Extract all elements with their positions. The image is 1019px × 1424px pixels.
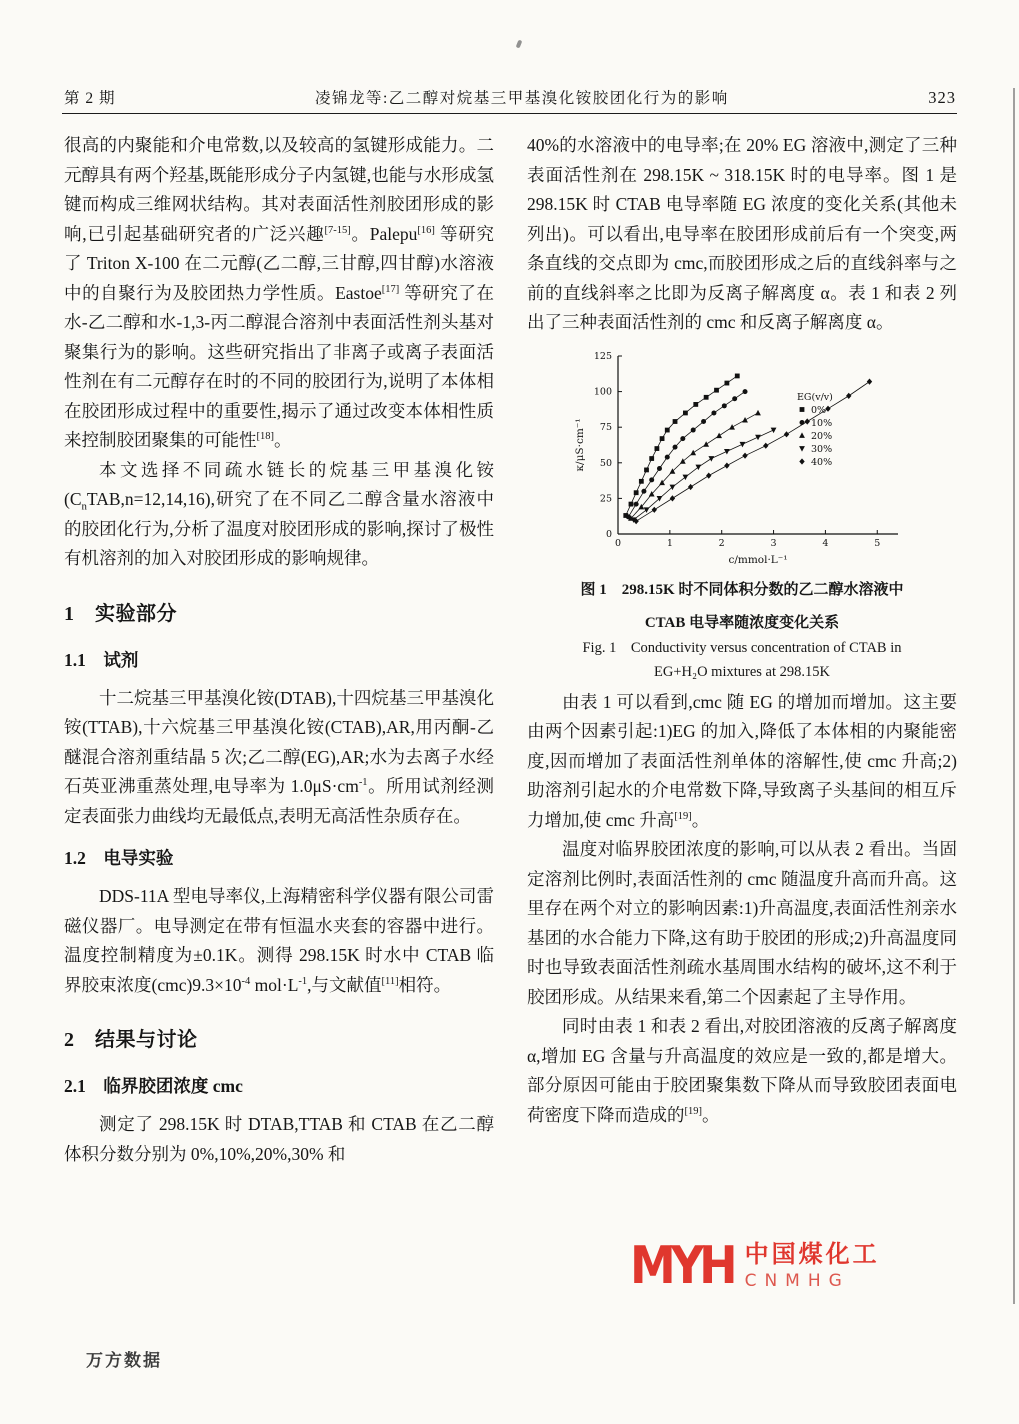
svg-text:4: 4	[822, 537, 829, 549]
cnmhg-watermark	[624, 1222, 928, 1308]
paragraph-discussion-alpha: 同时由表 1 和表 2 看出,对胶团溶液的反离子解离度 α,增加 EG 含量与升高温度的效应是一致的,都是增大。部分原因可能由于胶团聚集数下降从而导致胶团表面电荷密度下降而造成的[19]。	[527, 1016, 957, 1125]
paragraph-cmc-measure: 测定了 298.15K 时 DTAB,TTAB 和 CTAB 在乙二醇体积分数分别为 0%,10%,20%,30% 和	[64, 1114, 494, 1164]
page-header	[64, 86, 956, 108]
svg-text:5: 5	[874, 537, 881, 549]
scan-artifact	[516, 40, 523, 49]
figure-1	[562, 346, 922, 684]
paragraph-results-intro: 40%的水溶液中的电导率;在 20% EG 溶液中,测定了三种表面活性剂在 298.15K ~ 318.15K 时的电导率。图 1 是 298.15K 时 CTAB 电导率随 EG 浓度的变化关系(其他未列出)。可以看出,电导率在胶团形成前后有一个突变,两条直线的交点即为 cmc,而胶团形成之后的直线斜率与之前的直线斜率之比即为反离子解离度 α。表 1 和表 2 列出了三种表面活性剂的 cmc 和反离子解离度 α。	[527, 135, 957, 332]
svg-text:10%: 10%	[811, 417, 833, 429]
svg-text:2: 2	[718, 537, 725, 549]
figure-caption-en-line2: EG+H₂O mixtures at 298.15K	[654, 663, 830, 680]
svg-text:75: 75	[599, 421, 612, 433]
subsection-heading-cmc: 2.1 临界胶团浓度 cmc	[64, 1076, 243, 1096]
svg-text:κ/μS·cm⁻¹: κ/μS·cm⁻¹	[574, 417, 586, 472]
left-column	[64, 131, 494, 1169]
svg-text:0: 0	[614, 537, 622, 549]
svg-text:0%: 0%	[811, 404, 827, 416]
cnmhg-brand-en: CNMHG	[744, 1270, 850, 1291]
svg-text:c/mmol·L⁻¹: c/mmol·L⁻¹	[728, 553, 788, 566]
paragraph-intro: 很高的内聚能和介电常数,以及较高的氢键形成能力。二元醇具有两个羟基,既能形成分子内氢键,也能与水形成氢键而构成三维网状结构。其对表面活性剂胶团形成的影响,已引起基础研究者的广泛兴趣[7-15]。Palepu[16] 等研究了 Triton X-100 在二元醇(乙二醇,三甘醇,四甘醇)水溶液中的自聚行为及胶团热力学性质。Eastoe[17] 等研究了在水-乙二醇和水-1,3-丙二醇混合溶剂中表面活性剂头基对聚集行为的影响。这些研究指出了非离子或离子表面活性剂在有二元醇存在时的不同的胶团行为,说明了本体相在胶团形成过程中的重要性,揭示了通过改变本体相性质来控制胶团聚集的可能性[18]。	[64, 135, 495, 450]
paragraph-discussion-eg: 由表 1 可以看到,cmc 随 EG 的增加而增加。这主要由两个因素引起:1)EG 的加入,降低了本体相的内聚能密度,因而增加了表面活性剂单体的溶解性,使 cmc 升高;2)助溶剂引起水的介电常数下降,导致离子头基间的相互斥力增加,使 cmc 升高[19]。	[527, 691, 957, 830]
cnmhg-text-block	[745, 1240, 880, 1290]
conductivity-vs-concentration-chart	[572, 346, 912, 570]
scan-edge-shadow	[1013, 88, 1016, 1304]
svg-text:40%: 40%	[811, 456, 833, 468]
subsection-heading-reagents: 1.1 试剂	[64, 649, 139, 670]
svg-text:100: 100	[593, 386, 612, 398]
svg-text:3: 3	[770, 537, 777, 549]
svg-text:25: 25	[599, 492, 612, 504]
svg-text:0: 0	[605, 528, 612, 540]
section-heading-experimental: 1 实验部分	[64, 602, 177, 625]
paragraph-conductivity-exp: DDS-11A 型电导率仪,上海精密科学仪器有限公司雷磁仪器厂。电导测定在带有恒温水夹套的容器中进行。温度控制精度为±0.1K。测得 298.15K 时水中 CTAB 临界胶束浓度$(cmc)9.3\times 10^{-4}$ $mol\cdot L^{-1}$,与文献值[11]相符。	[64, 886, 494, 995]
figure-caption-cn-line1: 图 1 298.15K 时不同体积分数的乙二醇水溶液中	[580, 581, 904, 598]
svg-text:30%: 30%	[811, 443, 833, 455]
figure-caption-cn-line2: CTAB 电导率随浓度变化关系	[644, 614, 840, 631]
paragraph-reagents: 十二烷基三甲基溴化铵(DTAB),十四烷基三甲基溴化铵(TTAB),十六烷基三甲基溴化铵(CTAB),AR,用丙酮-乙醚混合溶剂重结晶 5 次;乙二醇(EG),AR;水为去离子水经石英亚沸重蒸处理,电导率为 $1.0\mu S\cdot cm^{-1}$。所用试剂经测定表面张力曲线均无最低点,表明无高活性杂质存在。	[64, 687, 494, 826]
right-column	[527, 131, 957, 1130]
svg-text:EG(v/v): EG(v/v)	[797, 391, 833, 403]
header-rule	[62, 113, 957, 114]
figure-caption-en-line1: Fig. 1 Conductivity versus concentration of CTAB in	[582, 639, 902, 656]
wanfang-watermark: 万方数据	[86, 1351, 162, 1370]
svg-text:1: 1	[666, 537, 673, 549]
svg-text:50: 50	[599, 457, 612, 469]
subsection-heading-conductivity: 1.2 电导实验	[64, 848, 174, 868]
cnmhg-logo-icon: MYH	[630, 1234, 733, 1296]
page-number: 323	[928, 88, 956, 107]
running-title: 凌锦龙等:乙二醇对烷基三甲基溴化铵胶团化行为的影响	[314, 90, 729, 107]
paragraph-discussion-temperature: 温度对临界胶团浓度的影响,可以从表 2 看出。当固定溶剂比例时,表面活性剂的 cmc 随温度升高而升高。这里存在两个对立的影响因素:1)升高温度,表面活性剂亲水基团的水合能力下降,这有助于胶团的形成;2)升高温度同时也导致表面活性剂疏水基周围水结构的破坏,这不利于胶团形成。从结果来看,第二个因素起了主导作用。	[527, 839, 957, 1007]
svg-text:20%: 20%	[811, 430, 833, 442]
svg-text:125: 125	[593, 350, 612, 362]
journal-issue: 第 2 期	[64, 90, 116, 107]
section-heading-results: 2 结果与讨论	[64, 1029, 198, 1051]
cnmhg-brand-cn: 中国煤化工	[744, 1239, 880, 1268]
paragraph-scope: 本文选择不同疏水链长的烷基三甲基溴化铵$(C_nTAB,n=12,14,16)$,研究了在不同乙二醇含量水溶液中的胶团化行为,分析了温度对胶团形成的影响,探讨了极性有机溶剂的加入对胶团形成的影响规律。	[64, 459, 494, 568]
